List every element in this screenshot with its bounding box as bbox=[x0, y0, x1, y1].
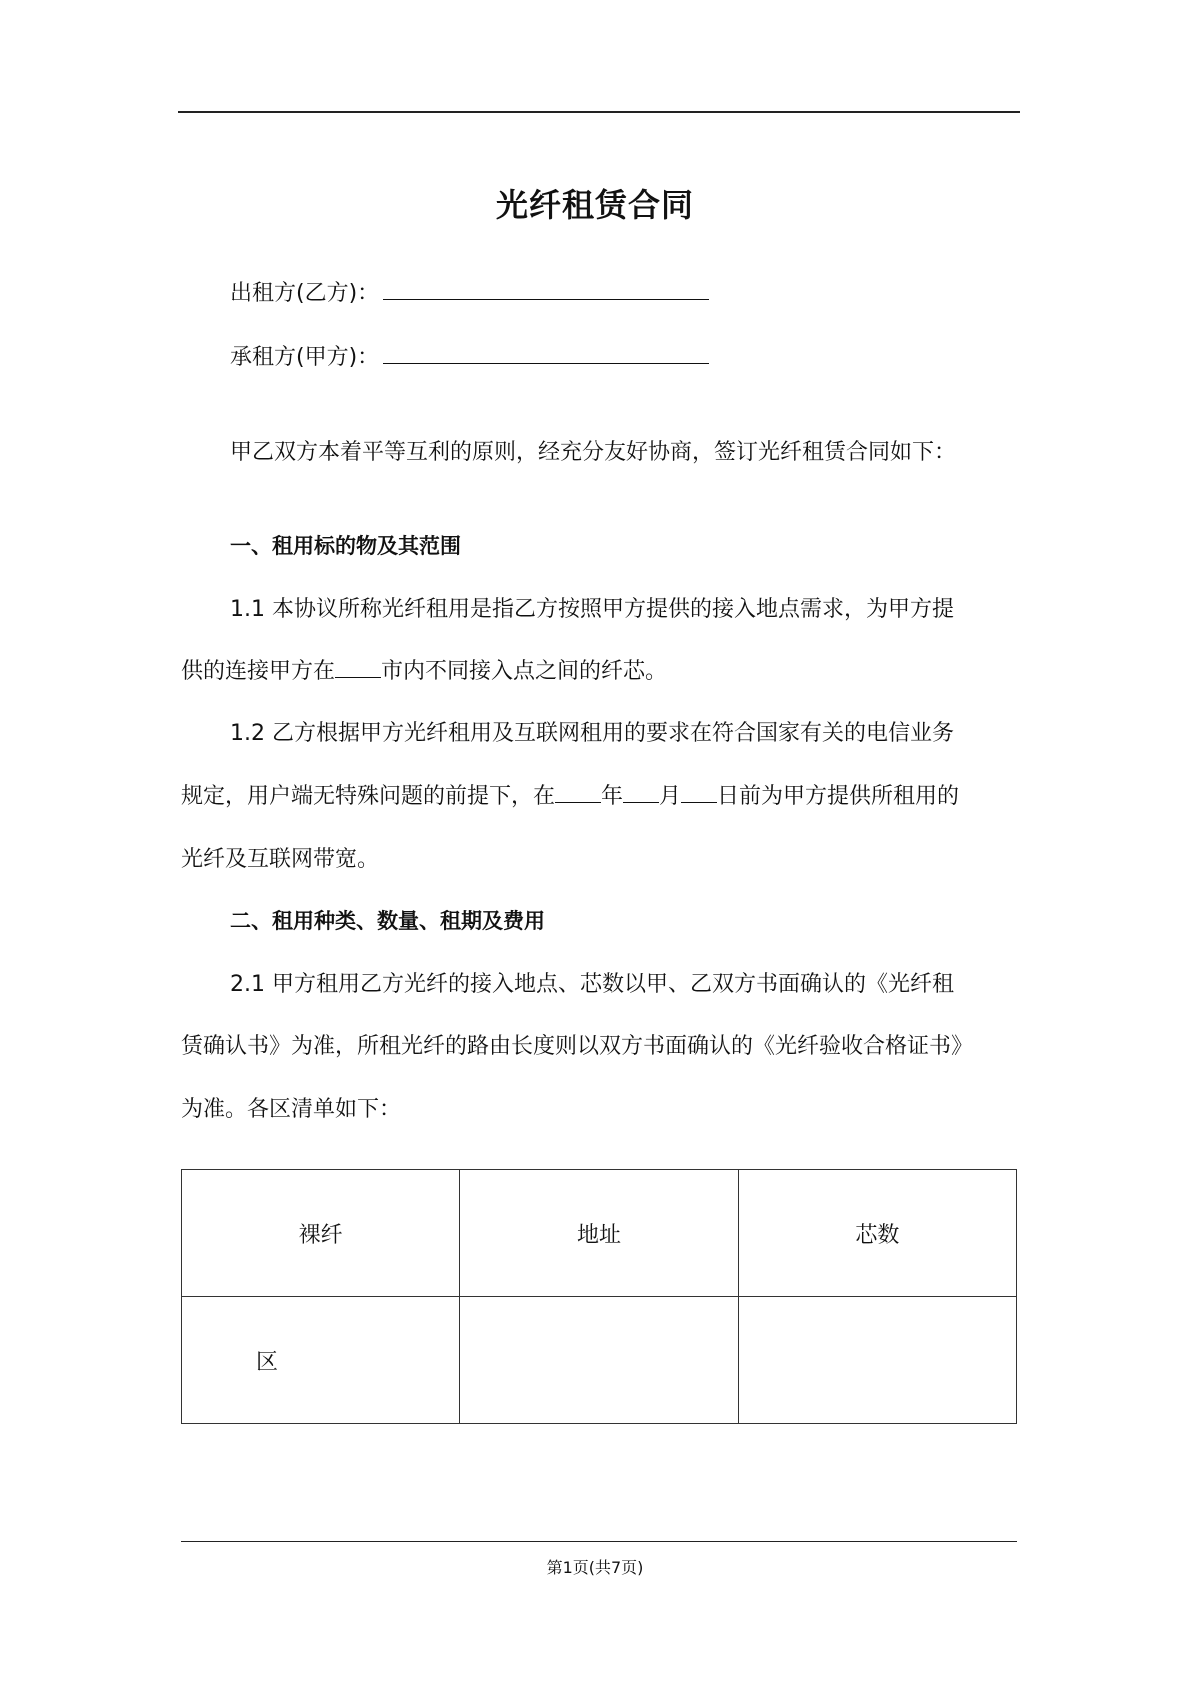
table-row bbox=[182, 1297, 1017, 1424]
district-list-table bbox=[181, 1169, 1017, 1424]
section1-heading: 一、租用标的物及其范围 bbox=[230, 534, 461, 558]
intro-paragraph: 甲乙双方本着平等互利的原则，经充分友好协商，签订光纤租赁合同如下： bbox=[230, 440, 957, 465]
table-header-row bbox=[182, 1170, 1017, 1297]
lessor-label: 出租方(乙方)： bbox=[230, 281, 380, 306]
lessee-line bbox=[230, 340, 709, 371]
header-core-count: 芯数 bbox=[738, 1170, 1016, 1297]
document-title: 光纤租赁合同 bbox=[495, 186, 694, 224]
footer-rule bbox=[181, 1541, 1017, 1542]
month-blank bbox=[623, 801, 659, 803]
lessee-blank bbox=[383, 362, 709, 364]
lessor-blank bbox=[383, 298, 709, 300]
page-number: 第1页(共7页) bbox=[546, 1558, 644, 1577]
clause-2-1-line2: 赁确认书》为准，所租光纤的路由长度则以双方书面确认的《光纤验收合格证书》 bbox=[181, 1034, 974, 1059]
header-bare-fiber: 裸纤 bbox=[182, 1170, 460, 1297]
clause-1-2-line3: 光纤及互联网带宽。 bbox=[181, 847, 380, 872]
clause-2-1-line1: 2.1 甲方租用乙方光纤的接入地点、芯数以甲、乙双方书面确认的《光纤租 bbox=[230, 972, 954, 997]
header-address: 地址 bbox=[460, 1170, 738, 1297]
year-blank bbox=[555, 801, 601, 803]
clause-1-2-line2: 规定，用户端无特殊问题的前提下，在 年 月 日前为甲方提供所租用的 bbox=[181, 784, 960, 809]
clause-2-1-line3: 为准。各区清单如下： bbox=[181, 1097, 402, 1122]
lessor-line bbox=[230, 276, 709, 307]
cell-address bbox=[460, 1297, 738, 1424]
lessee-label: 承租方(甲方)： bbox=[230, 345, 380, 370]
clause-1-2-line1: 1.2 乙方根据甲方光纤租用及互联网租用的要求在符合国家有关的电信业务 bbox=[230, 721, 954, 746]
city-blank bbox=[335, 676, 381, 678]
clause-1-1-line1: 1.1 本协议所称光纤租用是指乙方按照甲方提供的接入地点需求，为甲方提 bbox=[230, 597, 954, 622]
section2-heading: 二、租用种类、数量、租期及费用 bbox=[230, 909, 545, 933]
cell-district: 区 bbox=[182, 1297, 460, 1424]
cell-core-count bbox=[738, 1297, 1016, 1424]
clause-1-1-line2: 供的连接甲方在 市内不同接入点之间的纤芯。 bbox=[181, 659, 668, 684]
day-blank bbox=[681, 801, 717, 803]
header-rule bbox=[178, 111, 1020, 113]
